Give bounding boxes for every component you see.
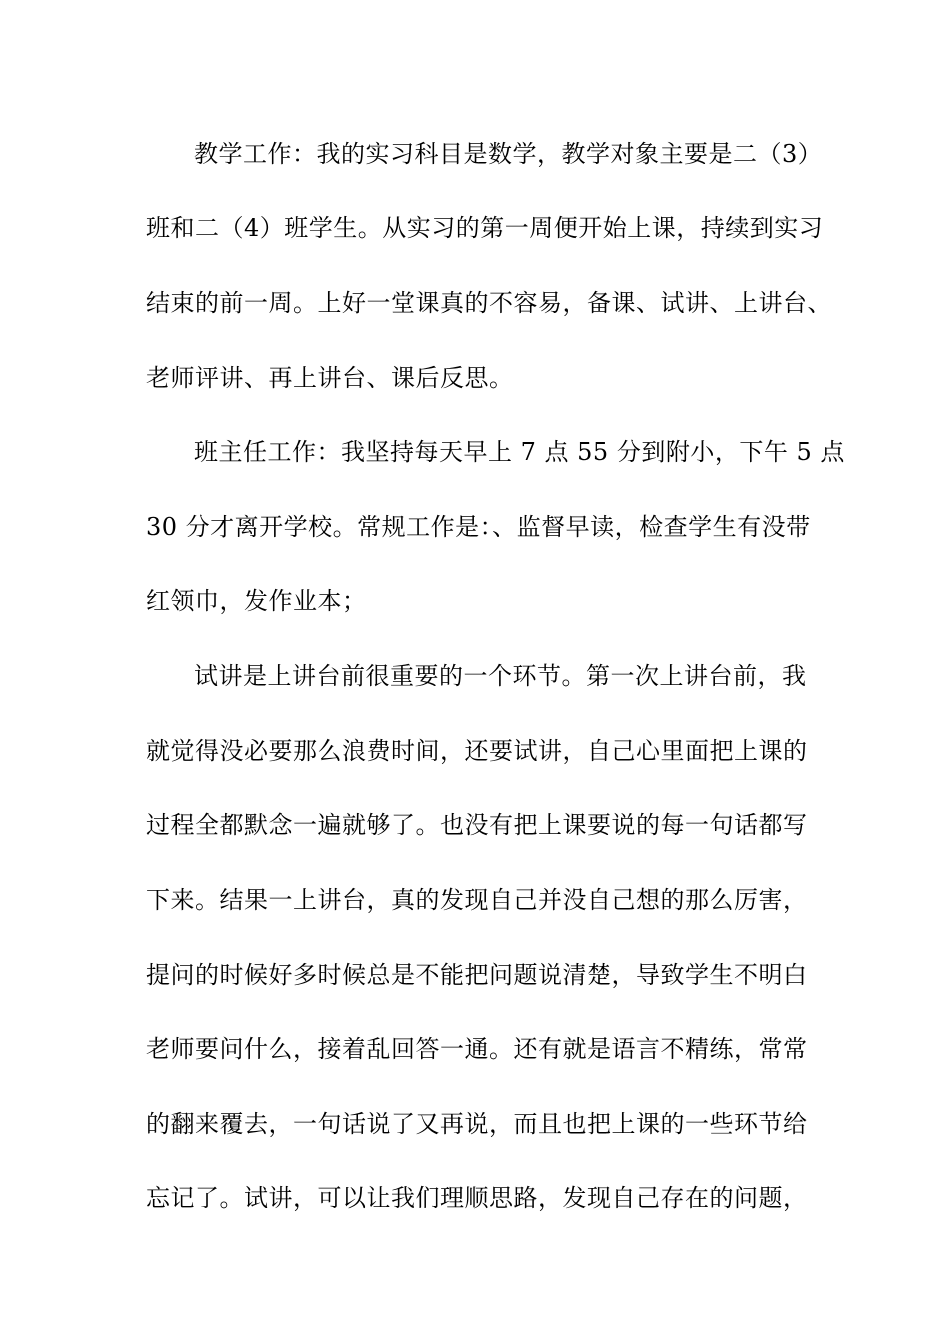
paragraph-2-line-2: 30 分才离开学校。常规工作是：、监督早读，检查学生有没带: [146, 513, 811, 541]
paragraph-3-line-3: 过程全都默念一遍就够了。也没有把上课要说的每一句话都写: [146, 811, 808, 839]
paragraph-3-line-1: 试讲是上讲台前很重要的一个环节。第一次上讲台前，我: [194, 662, 807, 690]
paragraph-3-line-4: 下来。结果一上讲台，真的发现自己并没自己想的那么厉害，: [146, 886, 808, 914]
paragraph-2-line-3: 红领巾，发作业本；: [146, 587, 367, 615]
paragraph-1-line-2: 班和二（4）班学生。从实习的第一周便开始上课，持续到实习: [146, 214, 824, 242]
paragraph-3-line-6: 老师要问什么，接着乱回答一通。还有就是语言不精练，常常: [146, 1035, 808, 1063]
paragraph-3-line-7: 的翻来覆去，一句话说了又再说，而且也把上课的一些环节给: [146, 1110, 808, 1138]
paragraph-3-line-5: 提问的时候好多时候总是不能把问题说清楚，导致学生不明白: [146, 961, 808, 989]
paragraph-3-line-8: 忘记了。试讲，可以让我们理顺思路，发现自己存在的问题，: [146, 1184, 808, 1212]
paragraph-2-line-1: 班主任工作：我坚持每天早上 7 点 55 分到附小，下午 5 点: [194, 438, 845, 466]
paragraph-3-line-2: 就觉得没必要那么浪费时间，还要试讲，自己心里面把上课的: [146, 737, 808, 765]
paragraph-1-line-4: 老师评讲、再上讲台、课后反思。: [146, 364, 514, 392]
paragraph-1-line-1: 教学工作：我的实习科目是数学，教学对象主要是二（3）: [194, 140, 823, 168]
paragraph-1-line-3: 结束的前一周。上好一堂课真的不容易，备课、试讲、上讲台、: [146, 289, 832, 317]
